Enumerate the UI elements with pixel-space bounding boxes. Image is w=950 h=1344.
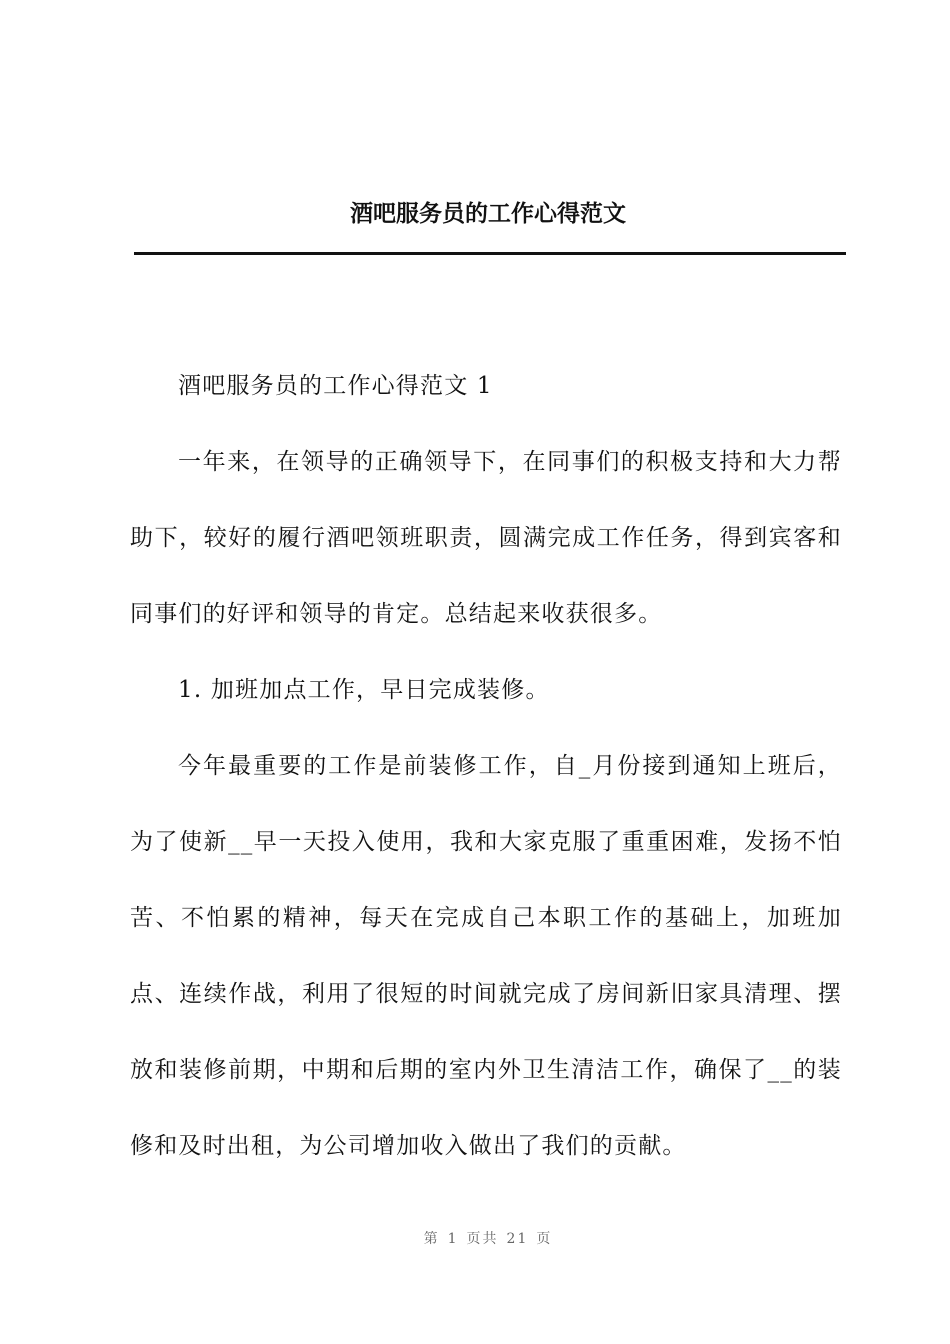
footer-mid: 页共	[466, 1231, 499, 1247]
document-body	[130, 348, 842, 1184]
page-number: 1	[447, 1231, 459, 1247]
section-heading: 酒吧服务员的工作心得范文 1	[178, 373, 493, 399]
title-underline-rule	[134, 252, 846, 255]
total-pages: 21	[506, 1231, 529, 1247]
paragraph-renovation: 今年最重要的工作是前装修工作，自_月份接到通知上班后，为了使新__早一天投入使用，我和大家克服了重重困难，发扬不怕苦、不怕累的精神，每天在完成自己本职工作的基础上，加班加点、连续作战，利用了很短的时间就完成了房间新旧家具清理、摆放和装修前期，中期和后期的室内外卫生清洁工作，确保了__的装修和及时出租，为公司增加收入做出了我们的贡献。	[130, 753, 842, 1159]
document-title: 酒吧服务员的工作心得范文	[350, 200, 626, 227]
paragraph-intro: 一年来，在领导的正确领导下，在同事们的积极支持和大力帮助下，较好的履行酒吧领班职责，圆满完成工作任务，得到宾客和同事们的好评和领导的肯定。总结起来收获很多。	[130, 449, 842, 627]
subsection-heading: 1. 加班加点工作，早日完成装修。	[178, 677, 550, 703]
footer-suffix: 页	[536, 1231, 553, 1247]
page-footer	[0, 1228, 950, 1248]
footer-prefix: 第	[423, 1231, 440, 1247]
